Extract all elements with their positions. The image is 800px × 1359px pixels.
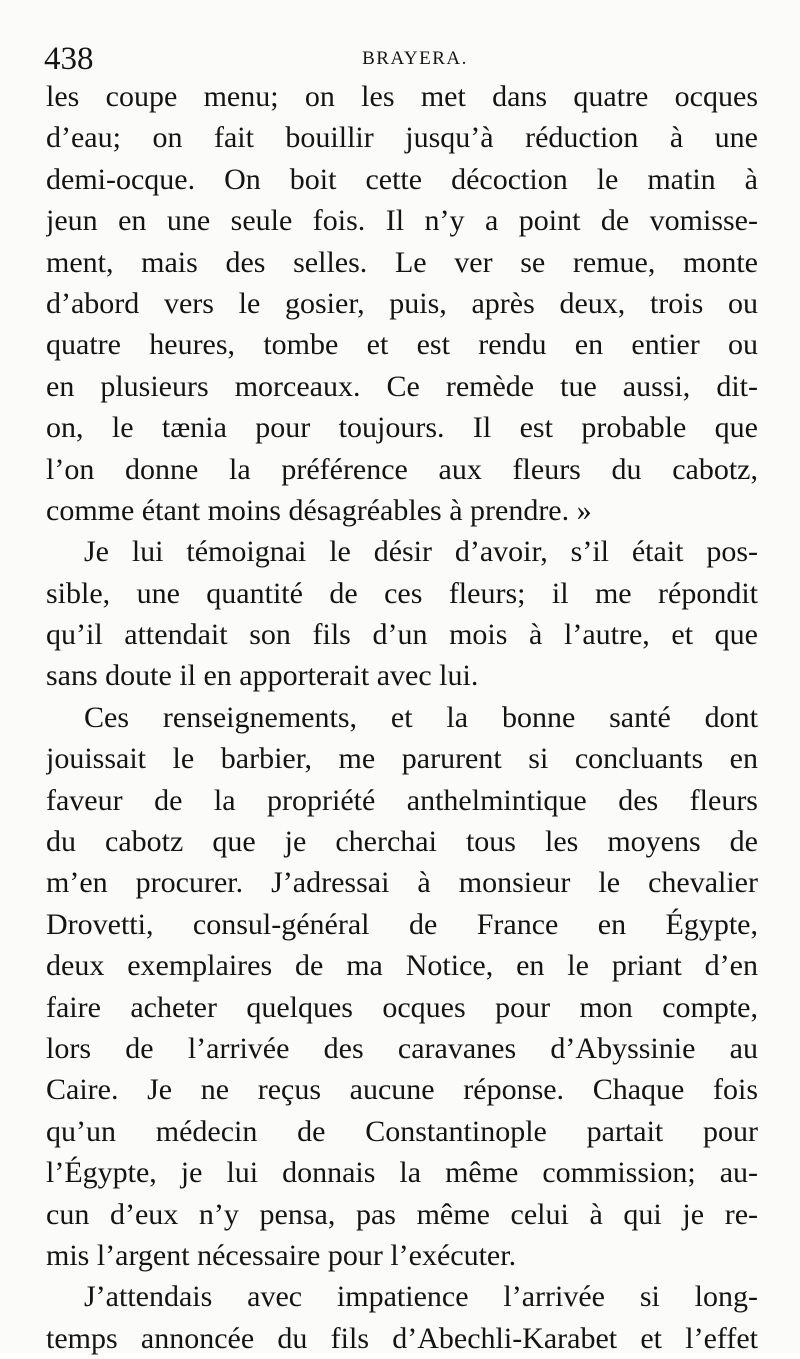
text-line: J’attendais avec impatience l’arrivée si long-: [84, 1280, 758, 1314]
text-line: sible, une quantité de ces fleurs; il me répondit: [46, 576, 758, 610]
text-line: d’eau; on fait bouillir jusqu’à réduction à une: [46, 121, 758, 155]
text-line: Drovetti, consul-général de France en Égypte,: [46, 907, 758, 941]
text-line: ment, mais des selles. Le ver se remue, monte: [46, 245, 758, 279]
text-line: m’en procurer. J’adressai à monsieur le chevalier: [46, 866, 758, 900]
text-line: lors de l’arrivée des caravanes d’Abyssinie au: [46, 1031, 758, 1065]
body-text: [46, 76, 758, 1359]
text-line: qu’il attendait son fils d’un mois à l’autre, et que: [46, 618, 758, 652]
text-line: Caire. Je ne reçus aucune réponse. Chaque fois: [46, 1073, 758, 1107]
text-line: on, le tænia pour toujours. Il est probable que: [46, 411, 758, 445]
text-line: Ces renseignements, et la bonne santé dont: [84, 700, 758, 734]
text-line: temps annoncée du fils d’Abechli-Karabet et l’effet: [46, 1321, 758, 1355]
text-line: faire acheter quelques ocques pour mon compte,: [46, 990, 758, 1024]
text-line: cun d’eux n’y pensa, pas même celui à qui je re-: [46, 1197, 758, 1231]
page-number: 438: [44, 41, 94, 77]
text-line: Je lui témoignai le désir d’avoir, s’il était pos-: [84, 535, 758, 569]
text-line: l’Égypte, je lui donnais la même commission; au-: [46, 1156, 758, 1190]
text-line: demi-ocque. On boit cette décoction le matin à: [46, 162, 758, 196]
text-line: en plusieurs morceaux. Ce remède tue aussi, dit-: [46, 369, 758, 403]
text-line: l’on donne la préférence aux fleurs du cabotz,: [46, 452, 758, 486]
text-line: jouissait le barbier, me parurent si concluants en: [46, 742, 758, 776]
text-line: du cabotz que je cherchai tous les moyens de: [46, 825, 758, 859]
text-line: sans doute il en apporterait avec lui.: [46, 659, 479, 693]
text-line: faveur de la propriété anthelmintique des fleurs: [46, 783, 758, 817]
text-line: comme étant moins désagréables à prendre. »: [46, 493, 592, 527]
text-line: deux exemplaires de ma Notice, en le priant d’en: [46, 949, 758, 983]
text-line: mis l’argent nécessaire pour l’exécuter.: [46, 1238, 517, 1272]
text-line: d’abord vers le gosier, puis, après deux, trois ou: [46, 286, 758, 320]
running-head: BRAYERA.: [362, 48, 468, 69]
text-line: quatre heures, tombe et est rendu en entier ou: [46, 328, 758, 362]
text-line: les coupe menu; on les met dans quatre ocques: [46, 80, 758, 113]
text-line: jeun en une seule fois. Il n’y a point de vomisse-: [46, 204, 758, 238]
text-line: qu’un médecin de Constantinople partait pour: [46, 1114, 758, 1148]
